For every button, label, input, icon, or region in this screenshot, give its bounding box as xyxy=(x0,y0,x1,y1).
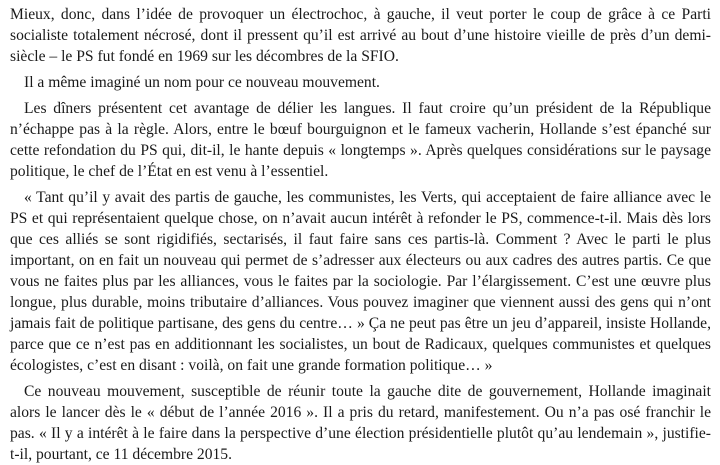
paragraph-3: Les dîners présentent cet avantage de délier les langues. Il faut croire qu’un président de la République n’échappe pas à la règle. Alors, entre le bœuf bourguignon et le fameux vacherin, Hollande s’est épanché sur cette refondation du PS qui, dit-il, le hante depuis « longtemps ». Après quelques considérations sur le paysage politique, le chef de l’État en est venu à l’essentiel. xyxy=(10,100,711,180)
paragraph-2: Il a même imaginé un nom pour ce nouveau mouvement. xyxy=(24,74,380,91)
paragraph-4: « Tant qu’il y avait des partis de gauche, les communistes, les Verts, qui acceptaient de faire alliance avec le PS et qui représentaient quelque chose, on n’avait aucun intérêt à refonder le PS, commence-t-il. Mais dès lors que ces alliés se sont rigidifiés, sectarisés, il faut faire sans ces partis-là. Comment ? Avec le parti le plus important, on en fait un nouveau qui permet de s’adresser aux électeurs ou aux cadres des autres partis. Ce que vous ne faites plus par les alliances, vous le faites par la sociologie. Par l’élargissement. C’est une œuvre plus longue, plus durable, moins tributaire d’alliances. Vous pouvez imaginer que viennent aussi des gens qui n’ont jamais fait de politique partisane, des gens du centre… » Ça ne peut pas être un jeu d’appareil, insiste Hollande, parce que ce n’est pas en additionnant les socialistes, un bout de Radicaux, quelques communistes et quelques écologistes, c’est en disant : voilà, on fait une grande formation politique… » xyxy=(10,189,711,374)
paragraph-5: Ce nouveau mouvement, susceptible de réunir toute la gauche dite de gouvernement, Hollande imaginait alors le lancer dès le « début de l’année 2016 ». Il a pris du retard, manifestement. Ou n’a pas osé franchir le pas. « Il y a intérêt à le faire dans la perspective d’une élection présidentielle plutôt qu’au lendemain », justifie-t-il, pourtant, ce 11 décembre 2015. xyxy=(10,383,711,463)
paragraph-1: Mieux, donc, dans l’idée de provoquer un électrochoc, à gauche, il veut porter le coup de grâce à ce Parti socialiste totalement nécrosé, dont il pressent qu’il est arrivé au bout d’une histoire vieille de près d’un demi-siècle – le PS fut fondé en 1969 sur les décombres de la SFIO. xyxy=(10,6,711,65)
